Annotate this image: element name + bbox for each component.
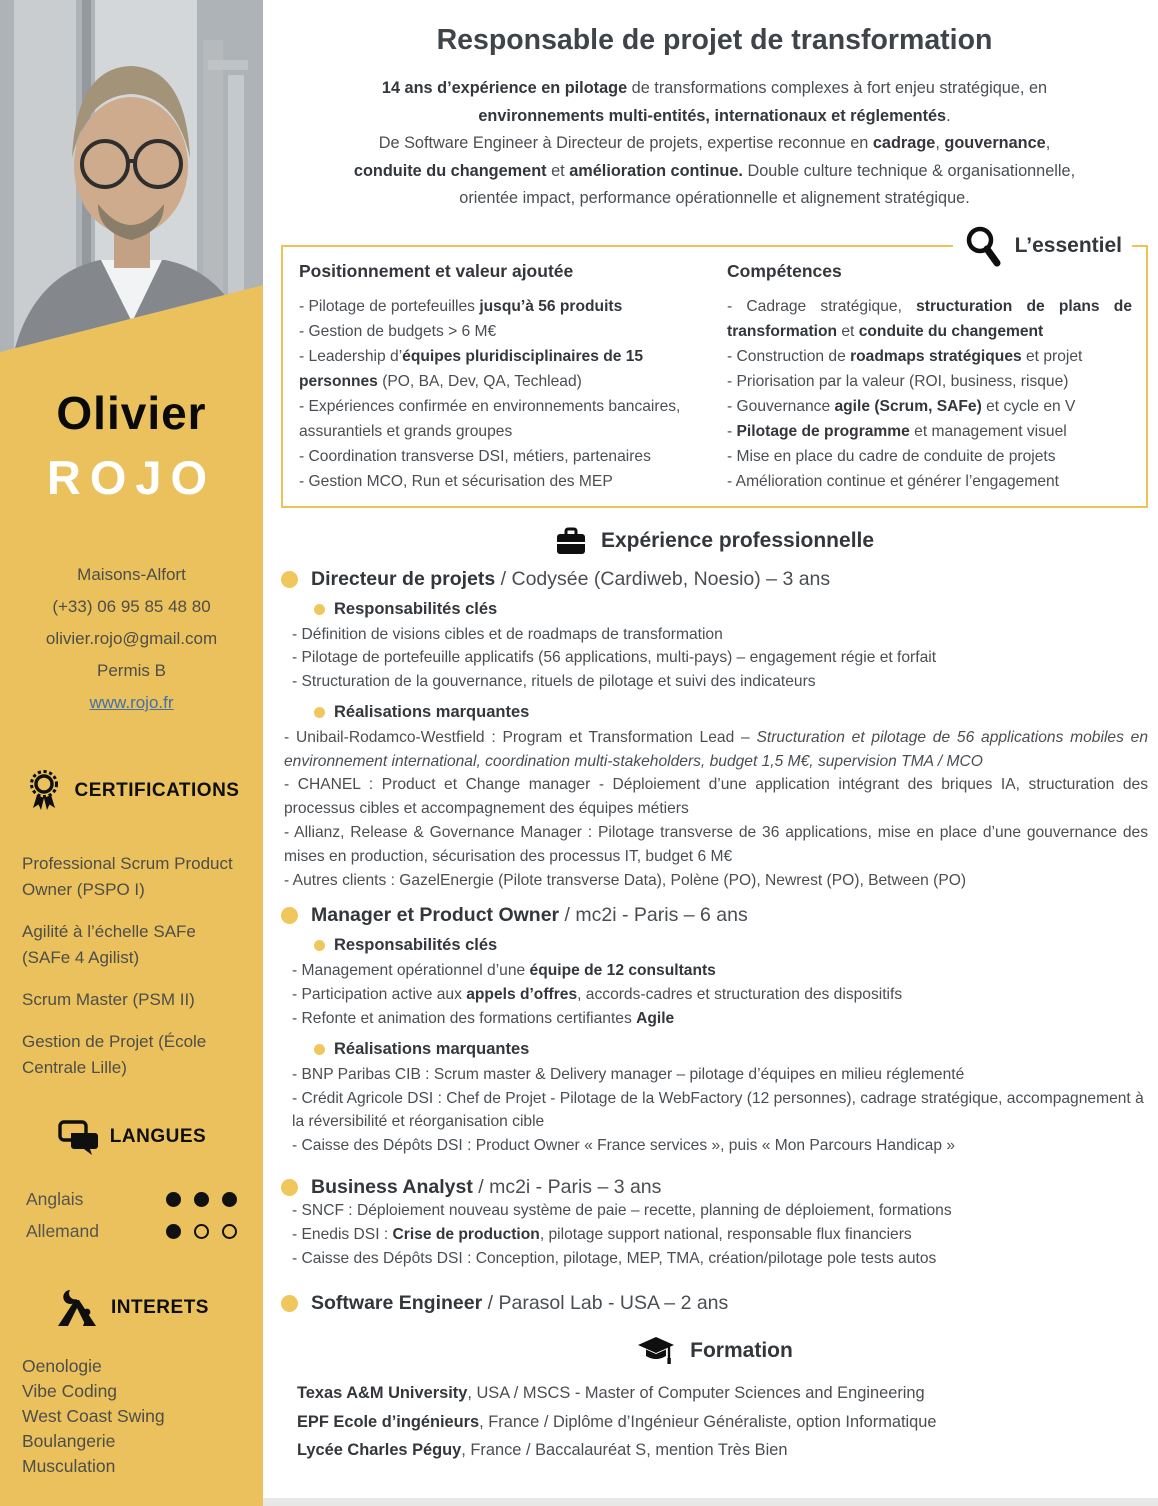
job-title-text: Manager et Product Owner / mc2i - Paris – 6 ans <box>311 904 748 927</box>
responsibilities-title: Responsabilités clés <box>334 936 498 955</box>
job-directeur-de-projets <box>281 568 1148 893</box>
last-name: ROJO <box>46 451 217 504</box>
job-title <box>281 1176 1148 1199</box>
language-label: Anglais <box>26 1189 84 1209</box>
job-item: - Enedis DSI : Crise de production, pilotage support national, responsable flux financiers <box>292 1225 912 1243</box>
job-manager-product-owner <box>281 904 1148 1158</box>
formation-item: Texas A&M University, USA / MSCS - Master of Computer Sciences and Engineering <box>297 1384 925 1403</box>
job-title <box>281 568 1148 591</box>
experience-section-header <box>281 526 1148 556</box>
achievement-item: - Autres clients : GazelEnergie (Pilote transverse Data), Polène (PO), Newrest (PO), Between (PO) <box>284 871 967 889</box>
responsibilities-subheader <box>314 600 1148 619</box>
contact-email: olivier.rojo@gmail.com <box>45 629 218 648</box>
interest-item: West Coast Swing <box>22 1406 165 1426</box>
essentials-badge <box>953 224 1132 268</box>
job-software-engineer <box>281 1292 1148 1315</box>
certification-item: Gestion de Projet (École Centrale Lille) <box>22 1032 207 1077</box>
intro-line: orientée impact, performance opérationnelle et alignement stratégique. <box>459 189 970 207</box>
contact-city: Maisons-Alfort <box>77 565 186 584</box>
job-business-analyst <box>281 1176 1148 1270</box>
job-item: - Caisse des Dépôts DSI : Conception, pilotage, MEP, TMA, création/pilotage pole tests autos <box>292 1249 937 1267</box>
job-bullet-icon <box>281 1179 298 1196</box>
responsibility-item: - Management opérationnel d’une équipe de 12 consultants <box>292 962 716 980</box>
intro-line: 14 ans d’expérience en pilotage de transformations complexes à fort enjeu stratégique, en <box>381 79 1048 97</box>
languages-section <box>0 1119 263 1242</box>
page-edge <box>263 1498 1158 1506</box>
achievement-item: - Crédit Agricole DSI : Chef de Projet - Pilotage de la WebFactory (12 personnes), cadrage stratégique, accompagnement à la réversibilité et réorganisation cible <box>292 1089 1144 1131</box>
language-level-dots <box>166 1192 237 1207</box>
contact-permit: Permis B <box>97 661 166 680</box>
certifications-list <box>0 851 263 1081</box>
interests-section <box>0 1288 263 1479</box>
interest-item: Boulangerie <box>22 1431 116 1451</box>
positioning-item: - Leadership d’équipes pluridisciplinaires de 15 personnes (PO, BA, Dev, QA, Techlead) <box>299 347 644 390</box>
job-title-text: Business Analyst / mc2i - Paris – 3 ans <box>311 1176 662 1199</box>
positioning-title: Positionnement et valeur ajoutée <box>299 260 574 281</box>
positioning-item: - Gestion MCO, Run et sécurisation des MEP <box>299 472 613 490</box>
sub-bullet-icon <box>314 707 325 718</box>
job-title <box>281 1292 1148 1315</box>
essentials-box <box>281 233 1148 508</box>
responsibilities-subheader <box>314 936 1148 955</box>
job-bullet-icon <box>281 571 298 588</box>
responsibilities-title: Responsabilités clés <box>334 599 498 618</box>
formation-list <box>297 1379 1148 1465</box>
positioning-item: - Coordination transverse DSI, métiers, partenaires <box>299 447 651 465</box>
interests-title: INTERETS <box>111 1297 209 1318</box>
skill-item: - Construction de roadmaps stratégiques et projet <box>727 347 1083 365</box>
language-row <box>26 1221 237 1242</box>
skill-item: - Gouvernance agile (Scrum, SAFe) et cycle en V <box>727 397 1076 415</box>
intro-line: conduite du changement et amélioration continue. Double culture technique & organisationnelle, <box>353 161 1076 180</box>
briefcase-icon <box>555 526 587 556</box>
skills-title: Compétences <box>727 260 842 281</box>
contact-block <box>0 559 263 719</box>
first-name: Olivier <box>56 387 207 439</box>
interests-list <box>0 1354 263 1479</box>
achievements-subheader <box>314 1040 1148 1059</box>
sub-bullet-icon <box>314 604 325 615</box>
positioning-item: - Pilotage de portefeuilles jusqu’à 56 produits <box>299 297 623 315</box>
languages-header <box>0 1119 263 1155</box>
certifications-section <box>0 769 263 1081</box>
essentials-label: L’essentiel <box>1014 233 1122 257</box>
skill-item: - Amélioration continue et générer l’engagement <box>727 472 1060 490</box>
job-bullet-icon <box>281 907 298 924</box>
job-item: - SNCF : Déploiement nouveau système de paie – recette, planning de déploiement, formations <box>292 1202 952 1220</box>
skill-item: - Mise en place du cadre de conduite de projets <box>727 447 1056 465</box>
job-bullet-icon <box>281 1295 298 1312</box>
responsibility-item: - Structuration de la gouvernance, rituels de pilotage et suivi des indicateurs <box>292 673 816 691</box>
achievement-item: - CHANEL : Product et Change manager - Déploiement d’une application intégrant des briques IA, structuration des processus cibles et accompagnement des équipes métiers <box>284 776 1148 818</box>
language-row <box>26 1189 237 1210</box>
profile-photo <box>0 0 263 352</box>
achievement-item: - BNP Paribas CIB : Scrum master & Delivery manager – pilotage d’équipes en milieu réglementé <box>292 1065 965 1083</box>
certifications-title: CERTIFICATIONS <box>74 780 240 801</box>
sidebar <box>0 0 263 1506</box>
job-title <box>281 904 1148 927</box>
page-title: Responsable de projet de transformation <box>436 24 993 56</box>
experience-title: Expérience professionnelle <box>600 528 875 552</box>
achievements-subheader <box>314 703 1148 722</box>
formation-title: Formation <box>690 1339 793 1363</box>
interest-item: Oenologie <box>22 1356 102 1376</box>
skills-column <box>727 253 1132 494</box>
sub-bullet-icon <box>314 940 325 951</box>
languages-title: LANGUES <box>109 1126 207 1147</box>
skill-item: - Pilotage de programme et management visuel <box>727 422 1067 440</box>
medal-icon <box>24 769 64 813</box>
positioning-item: - Gestion de budgets > 6 M€ <box>299 322 497 340</box>
graduation-cap-icon <box>636 1335 676 1367</box>
responsibility-item: - Pilotage de portefeuille applicatifs (56 applications, multi-pays) – engagement régie et forfait <box>292 649 937 667</box>
achievement-item: - Caisse des Dépôts DSI : Product Owner « France services », puis « Mon Parcours Handicap » <box>292 1137 956 1155</box>
job-title-text: Software Engineer / Parasol Lab - USA – 2 ans <box>311 1292 729 1315</box>
main-column <box>263 0 1158 1465</box>
job-title-text: Directeur de projets / Codysée (Cardiweb, Noesio) – 3 ans <box>311 567 831 590</box>
languages-list <box>0 1189 263 1242</box>
interest-item: Vibe Coding <box>22 1381 118 1401</box>
formation-item: Lycée Charles Péguy, France / Baccalauréat S, mention Très Bien <box>297 1441 788 1460</box>
intro-line: environnements multi-entités, internationaux et réglementés. <box>478 106 951 125</box>
language-label: Allemand <box>26 1221 99 1241</box>
interests-header <box>0 1288 263 1328</box>
skill-item: - Priorisation par la valeur (ROI, business, risque) <box>727 372 1069 390</box>
website-link[interactable]: www.rojo.fr <box>89 693 174 712</box>
intro-line: De Software Engineer à Directeur de projets, expertise reconnue en cadrage, gouvernance, <box>378 134 1051 152</box>
certification-item: Agilité à l’échelle SAFe (SAFe 4 Agilist) <box>22 922 196 967</box>
formation-item: EPF Ecole d’ingénieurs, France / Diplôme d’Ingénieur Généraliste, option Informatique <box>297 1412 937 1431</box>
portrait-illustration <box>0 0 263 352</box>
skill-item: - Cadrage stratégique, structuration de plans de transformation et conduite du changement <box>727 297 1132 340</box>
interest-item: Musculation <box>22 1456 116 1476</box>
intro-paragraph <box>281 75 1148 213</box>
speech-bubbles-icon <box>57 1119 99 1155</box>
responsibility-item: - Définition de visions cibles et de roadmaps de transformation <box>292 625 723 643</box>
achievement-item: - Allianz, Release & Governance Manager : Pilotage transverse de 36 applications, mise en place d’une gouvernance des mises en production, sécurisation des processus IT, budget 6 M€ <box>284 824 1148 865</box>
responsibility-item: - Refonte et animation des formations certifiantes Agile <box>292 1010 675 1028</box>
achievement-item: - Unibail-Rodamco-Westfield : Program et Transformation Lead – Structuration et pilotage de 56 applications mobiles en environnement international, coordination multi-stakeholders, budget 1,5 M€, supervision TMA / MCO <box>284 728 1148 770</box>
positioning-column <box>299 253 701 494</box>
positioning-item: - Expériences confirmée en environnements bancaires, assurantiels et grands groupes <box>299 397 681 440</box>
responsibility-item: - Participation active aux appels d’offres, accords-cadres et structuration des dispositifs <box>292 986 903 1004</box>
certification-item: Professional Scrum Product Owner (PSPO I) <box>22 854 233 899</box>
language-level-dots <box>166 1224 237 1239</box>
tent-icon <box>54 1288 100 1328</box>
achievements-title: Réalisations marquantes <box>334 1039 530 1058</box>
certifications-header <box>0 769 263 813</box>
achievements-title: Réalisations marquantes <box>334 702 530 721</box>
magnifier-icon <box>963 224 1003 268</box>
sub-bullet-icon <box>314 1044 325 1055</box>
certification-item: Scrum Master (PSM II) <box>22 990 195 1009</box>
contact-phone: (+33) 06 95 85 48 80 <box>52 597 211 616</box>
formation-section-header <box>281 1335 1148 1367</box>
